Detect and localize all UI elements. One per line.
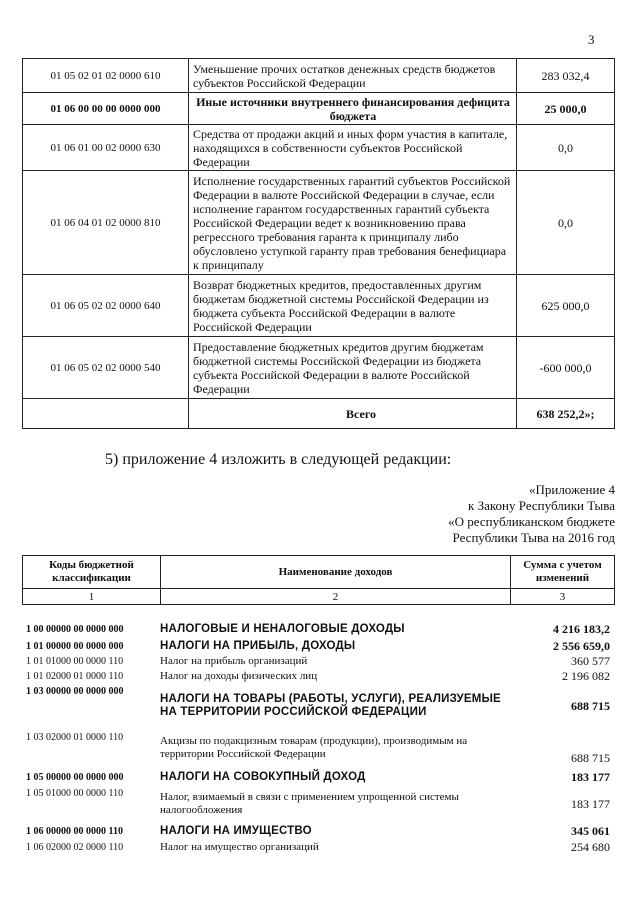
appendix-line: Республики Тыва на 2016 год [452, 530, 615, 545]
row-code: 01 06 05 02 02 0000 540 [23, 337, 189, 399]
table-row [23, 59, 615, 93]
item-name: НАЛОГИ НА ТОВАРЫ (РАБОТЫ, УСЛУГИ), РЕАЛИЗУЕМЫЕ НА ТЕРРИТОРИИ РОССИЙСКОЙ ФЕДЕРАЦИИ [160, 693, 501, 718]
income-header-table [22, 555, 615, 605]
list-item [22, 822, 614, 840]
item-name: Налог на прибыль организаций [160, 655, 308, 667]
row-name: Иные источники внутреннего финансирования дефицита бюджета [189, 93, 517, 125]
row-value: 625 000,0 [517, 275, 615, 337]
row-value: -600 000,0 [517, 337, 615, 399]
row-value: 283 032,4 [517, 59, 615, 93]
item-name: Налог на имущество организаций [160, 841, 319, 853]
column-number: 3 [511, 589, 615, 605]
item-sum: 2 556 659,0 [553, 638, 610, 653]
item-name: НАЛОГИ НА ПРИБЫЛЬ, ДОХОДЫ [160, 639, 356, 652]
row-name: Возврат бюджетных кредитов, предоставленных другим бюджетам бюджетной системы Российской Федерации из бюджета субъекта Российской Федерации в валюте Российской Федерации [189, 275, 517, 337]
header-sum: Сумма с учетом изменений [511, 556, 615, 589]
row-value: 25 000,0 [517, 93, 615, 125]
item-sum: 183 177 [571, 796, 610, 811]
table-row [23, 125, 615, 171]
list-item [22, 684, 614, 728]
table-row [23, 93, 615, 125]
item-sum: 688 715 [571, 751, 610, 765]
item-sum: 345 061 [571, 823, 610, 838]
item-code: 1 05 00000 00 0000 000 [26, 771, 124, 783]
appendix-line: к Закону Республики Тыва [468, 498, 615, 513]
item-code: 1 03 02000 01 0000 110 [26, 732, 124, 743]
row-code: 01 06 01 00 02 0000 630 [23, 125, 189, 171]
total-label: Всего [189, 399, 517, 429]
row-name: Средства от продажи акций и иных форм участия в капитале, находящихся в собственности субъектов Российской Федерации [189, 125, 517, 171]
list-item [22, 638, 614, 654]
appendix-line: «О республиканском бюджете [448, 514, 615, 529]
item-code: 1 01 00000 00 0000 000 [26, 640, 124, 652]
item-code: 1 01 02000 01 0000 110 [26, 671, 124, 682]
item-sum: 254 680 [571, 840, 610, 854]
row-name: Предоставление бюджетных кредитов другим бюджетам бюджетной системы Российской Федерации из бюджета субъекта Российской Федерации в валюте Российской Федерации [189, 337, 517, 399]
item-name: НАЛОГИ НА СОВОКУПНЫЙ ДОХОД [160, 770, 366, 783]
item-name: Налог, взимаемый в связи с применением упрощенной системы налогообложения [160, 791, 459, 816]
item-code: 1 06 00000 00 0000 110 [26, 825, 123, 837]
table-row [23, 337, 615, 399]
item-name: НАЛОГОВЫЕ И НЕНАЛОГОВЫЕ ДОХОДЫ [160, 622, 405, 635]
row-code: 01 06 00 00 00 0000 000 [23, 93, 189, 125]
item-name: НАЛОГИ НА ИМУЩЕСТВО [160, 824, 312, 837]
appendix-heading [448, 482, 615, 546]
list-item [22, 768, 614, 786]
income-list [22, 620, 614, 855]
item-name: Акцизы по подакцизным товарам (продукции), производимым на территории Российской Федерации [160, 735, 468, 760]
item-name: Налог на доходы физических лиц [160, 670, 318, 682]
item-code: 1 03 00000 00 0000 000 [26, 686, 124, 697]
list-item [22, 728, 614, 768]
item-code: 1 05 01000 00 0000 110 [26, 788, 124, 799]
total-value: 638 252,2»; [517, 399, 615, 429]
sources-table [22, 58, 615, 429]
page-number: 3 [588, 32, 595, 47]
list-item [22, 620, 614, 638]
list-item [22, 786, 614, 822]
row-value: 0,0 [517, 125, 615, 171]
column-number: 2 [161, 589, 511, 605]
appendix-line: «Приложение 4 [528, 482, 615, 497]
header-codes: Коды бюджетной классификации [23, 556, 161, 589]
item-code: 1 06 02000 02 0000 110 [26, 842, 124, 853]
table-row [23, 275, 615, 337]
item-sum: 2 196 082 [562, 669, 610, 683]
item-sum: 183 177 [571, 769, 610, 784]
row-name: Уменьшение прочих остатков денежных средств бюджетов субъектов Российской Федерации [189, 59, 517, 93]
row-value: 0,0 [517, 171, 615, 275]
header-name: Наименование доходов [161, 556, 511, 589]
item-sum: 360 577 [571, 654, 610, 668]
column-number: 1 [23, 589, 161, 605]
item-sum: 4 216 183,2 [553, 621, 610, 636]
row-name: Исполнение государственных гарантий субъектов Российской Федерации в валюте Российской Федерации в случае, если исполнение гарантом государственных гарантий субъекта Российской Федерации ведет к возникновению права регрессного требования гаранта к принципалу либо обусловлено уступкой гаранту прав требования бенефициара к принципалу [189, 171, 517, 275]
item-code: 1 01 01000 00 0000 110 [26, 656, 124, 667]
row-code: 01 05 02 01 02 0000 610 [23, 59, 189, 93]
list-item [22, 669, 614, 684]
table-row [23, 171, 615, 275]
instruction-text: 5) приложение 4 изложить в следующей редакции: [105, 451, 452, 468]
list-item [22, 840, 614, 855]
row-code: 01 06 04 01 02 0000 810 [23, 171, 189, 275]
item-code: 1 00 00000 00 0000 000 [26, 623, 124, 635]
row-code: 01 06 05 02 02 0000 640 [23, 275, 189, 337]
list-item [22, 654, 614, 669]
total-row [23, 399, 615, 429]
item-sum: 688 715 [571, 698, 610, 713]
